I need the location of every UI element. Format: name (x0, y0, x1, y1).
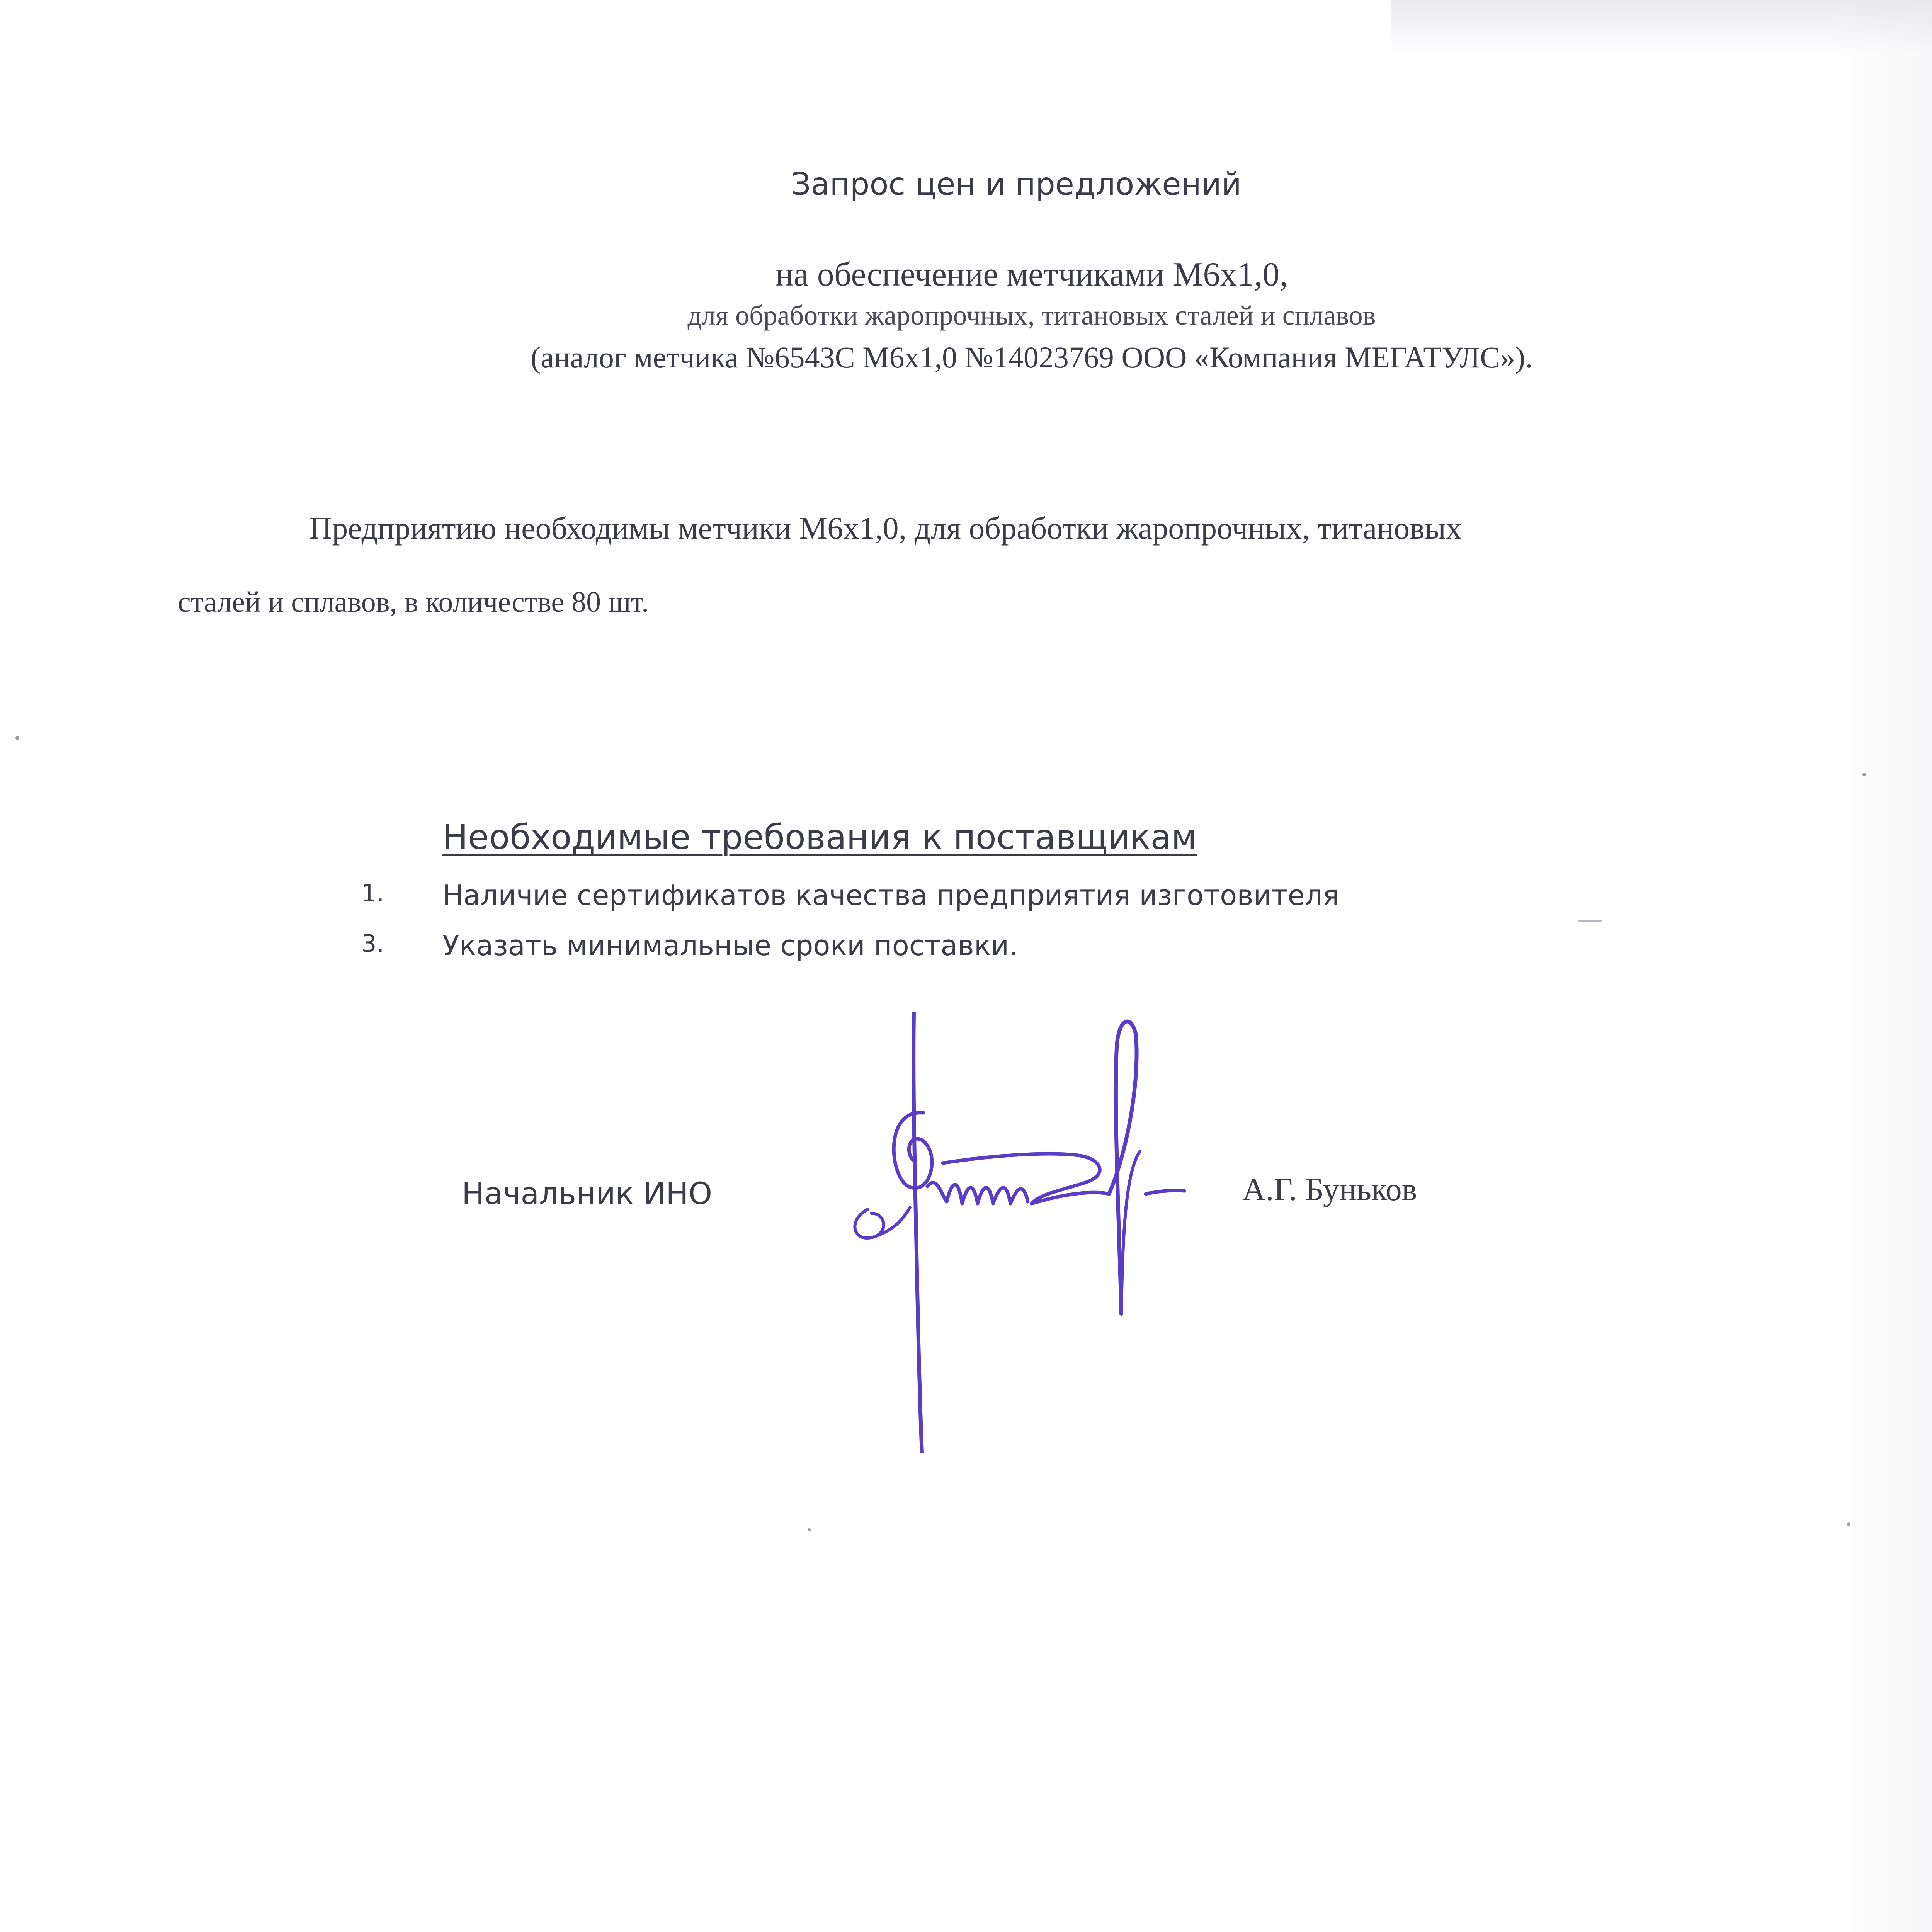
requirement-number: 1. (361, 879, 384, 907)
subject-line-3: (аналог метчика №6543С М6х1,0 №14023769 ООО «Компания МЕГАТУЛС»). (531, 340, 1533, 374)
scan-speck (1847, 1522, 1850, 1526)
scan-speck (1862, 773, 1866, 776)
scan-speck (1578, 920, 1602, 922)
document-title: Запрос цен и предложений (791, 166, 1242, 202)
signer-position: Начальник ИНО (462, 1177, 713, 1211)
requirement-text: Указать минимальные сроки поставки. (442, 929, 1018, 962)
signer-name: А.Г. Буньков (1242, 1172, 1417, 1208)
scan-speck (808, 1528, 811, 1531)
subject-line-2: для обработки жаропрочных, титановых сталей и сплавов (687, 300, 1376, 331)
scan-corner-shading (1391, 0, 1932, 54)
requirements-heading: Необходимые требования к поставщикам (442, 817, 1197, 857)
scan-speck (15, 736, 19, 740)
requirement-number: 3. (361, 929, 384, 957)
handwritten-signature (831, 1012, 1217, 1453)
body-paragraph-line-1: Предприятию необходимы метчики М6х1,0, для обработки жаропрочных, титановых (309, 510, 1462, 546)
body-paragraph-line-2: сталей и сплавов, в количестве 80 шт. (178, 586, 649, 618)
requirement-text: Наличие сертификатов качества предприятия изготовителя (442, 879, 1340, 912)
subject-line-1: на обеспечение метчиками М6х1,0, (775, 256, 1288, 293)
